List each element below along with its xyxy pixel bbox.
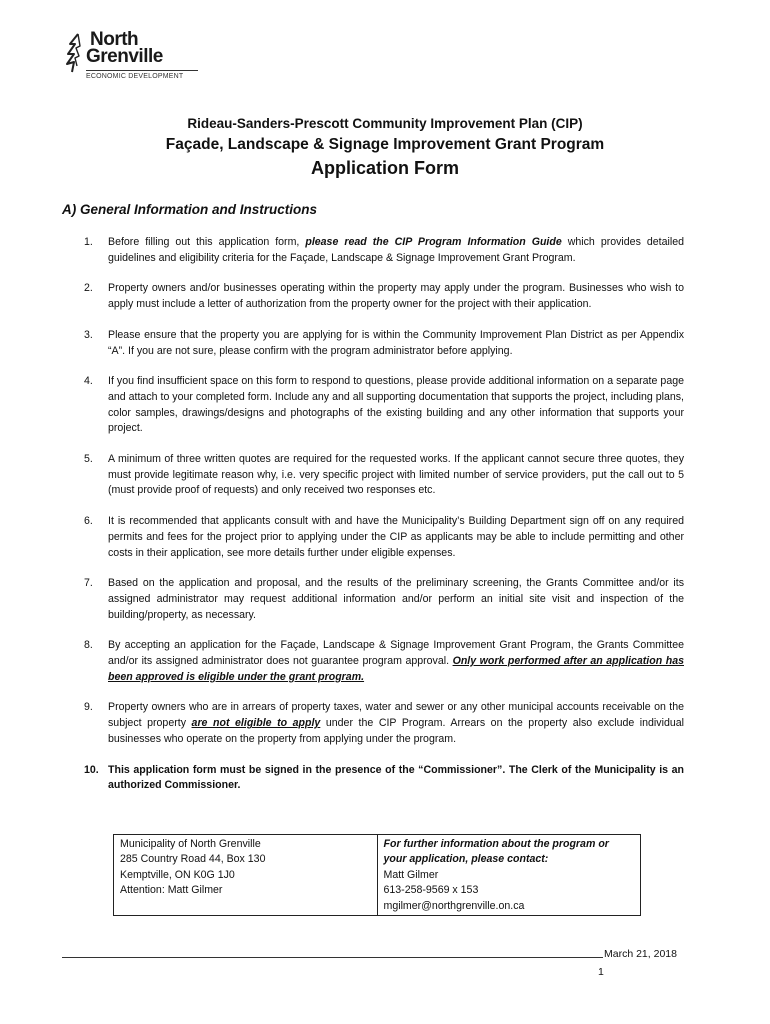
contact-info-cell (377, 835, 641, 916)
address-line: Kemptville, ON K0G 1J0 (120, 868, 235, 881)
item-text: Based on the application and proposal, and the results of the preliminary screening, the Grants Committee and/or its assigned administrator may request additional information and/or perform an initial site visit and inspection of the building/property, as necessary. (108, 577, 684, 621)
page-number: 1 (598, 966, 604, 978)
form-title: Application Form (311, 158, 459, 178)
item-text: which provides detailed guidelines and eligibility criteria for the Façade, Landscape & Signage Improvement Grant Program. (108, 236, 684, 264)
item-number: 7. (84, 577, 93, 590)
contact-phone: 613-258-9569 x 153 (383, 884, 479, 897)
address-line: Attention: Matt Gilmer (120, 884, 223, 897)
logo-subtitle: ECONOMIC DEVELOPMENT (86, 73, 184, 80)
footer-date: March 21, 2018 (604, 948, 677, 960)
item-text: It is recommended that applicants consult with and have the Municipality’s Building Department sign off on any required permits and fees for the project prior to applying under the CIP as applicants may be able to include permitting and other costs in their application, see more details further under eligible expenses. (108, 515, 684, 559)
item-emphasis: are not eligible to apply (191, 717, 321, 730)
instruction-item-8 (84, 638, 684, 685)
contact-table (113, 834, 641, 916)
item-number: 6. (84, 515, 93, 528)
section-a-heading: A) General Information and Instructions (62, 202, 318, 217)
logo-text-grenville: Grenville (86, 46, 163, 67)
north-grenville-logo (62, 30, 202, 86)
footer-rule (62, 957, 603, 958)
contact-name: Matt Gilmer (383, 868, 439, 881)
address-line: Municipality of North Grenville (120, 838, 261, 850)
address-line: 285 Country Road 44, Box 130 (120, 853, 266, 866)
logo-text-north: North (90, 29, 139, 50)
contact-email[interactable]: mgilmer@northgrenville.on.ca (383, 899, 525, 912)
logo-divider (86, 70, 198, 71)
instruction-item-2 (84, 281, 684, 312)
contact-heading: For further information about the program or your application, please contact: (383, 838, 609, 866)
item-number: 3. (84, 328, 93, 341)
item-number: 1. (84, 236, 93, 248)
item-text: By accepting an application for the Façade, Landscape & Signage Improvement Grant Program, the Grants Committee and/or its assigned administrator does not guarantee program approval. (108, 639, 684, 668)
item-number: 8. (84, 639, 93, 652)
item-text: under the CIP Program. Arrears on the property also exclude individual businesses who operate on the property from applying under the program. (108, 717, 684, 745)
instruction-item-7 (84, 576, 684, 623)
plan-title: Rideau-Sanders-Prescott Community Improvement Plan (CIP) (187, 116, 583, 131)
item-number: 5. (84, 453, 93, 466)
item-text: Property owners and/or businesses operating within the property may apply under the program. Businesses who wish to apply must include a letter of authorization from the property owner for the project with their application. (108, 282, 684, 311)
maple-leaf-logo-icon (64, 32, 86, 74)
instruction-item-5 (84, 452, 684, 499)
instructions-list (84, 235, 684, 809)
item-emphasis: please read the CIP Program Information Guide (305, 236, 562, 248)
instruction-item-3 (84, 328, 684, 359)
program-title: Façade, Landscape & Signage Improvement Grant Program (165, 136, 605, 153)
item-text: Before filling out this application form, (108, 236, 306, 248)
instruction-item-1 (84, 235, 684, 266)
instruction-item-9 (84, 700, 684, 747)
instruction-item-4 (84, 374, 684, 437)
item-text: If you find insufficient space on this form to respond to questions, please provide additional information on a separate page and attach to your completed form. Include any and all supporting documentation that supports the project, including plans, color samples, drawings/designs and photographs of the existing building and any other information that supports your project. (108, 375, 684, 435)
item-number: 2. (84, 282, 93, 295)
item-number: 9. (84, 701, 93, 714)
instruction-item-6 (84, 514, 684, 561)
item-text: This application form must be signed in the presence of the “Commissioner”. The Clerk of the Municipality is an authorized Commissioner. (108, 763, 684, 792)
municipality-address-cell (114, 835, 378, 916)
item-emphasis: Only work performed after an application has been approved is eligible under the grant program. (108, 655, 684, 683)
item-text: A minimum of three written quotes are required for the requested works. If the applicant cannot secure three quotes, they must provide legitimate reason why, i.e. very specific project with limited number of service providers, put the call out to 5 (must provide proof of requests) and only received two responses etc. (108, 453, 684, 497)
item-number: 10. (84, 763, 99, 776)
item-number: 4. (84, 375, 93, 388)
instruction-item-10 (84, 763, 684, 794)
item-text: Please ensure that the property you are applying for is within the Community Improvement Plan District as per Appendix “A”. If you are not sure, please confirm with the program administrator before applying. (108, 328, 684, 357)
item-text: Property owners who are in arrears of property taxes, water and sewer or any other municipal accounts receivable on the subject property (108, 701, 684, 730)
